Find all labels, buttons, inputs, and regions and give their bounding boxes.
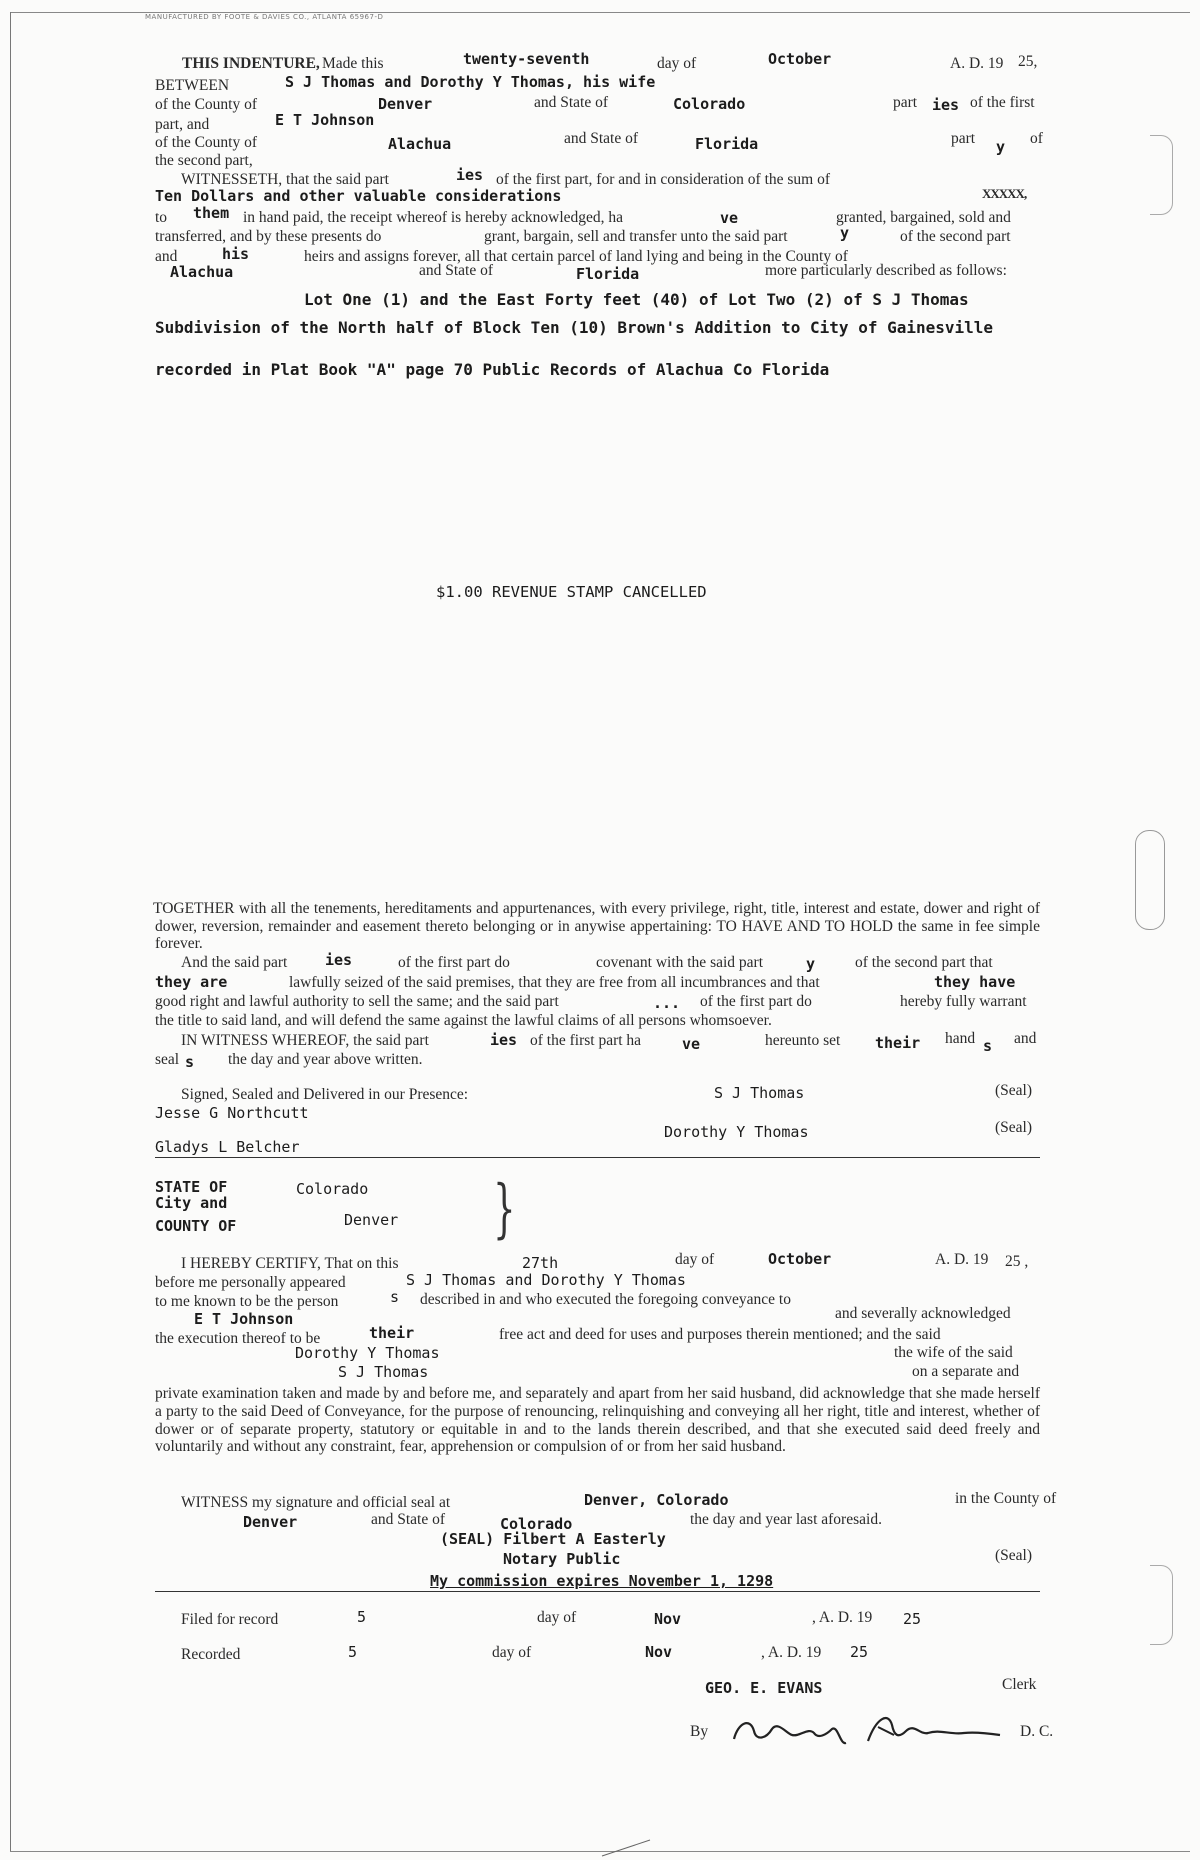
state-label: and State of <box>534 94 609 111</box>
witness-1-name: Jesse G Northcutt <box>155 1104 309 1122</box>
margin-mark <box>600 1838 660 1858</box>
deed-day: twenty-seventh <box>463 50 590 68</box>
hand-s: s <box>983 1037 993 1055</box>
part-label-2: part <box>951 130 976 147</box>
legal-description-line-2: Subdivision of the North half of Block Ten (10) Brown's Addition to City of Gainesville <box>155 318 994 337</box>
dc-label: D. C. <box>1020 1723 1054 1740</box>
filed-label: Filed for record <box>181 1611 279 1628</box>
binder-ring-middle <box>1135 830 1165 930</box>
notary-title: Notary Public <box>503 1550 621 1568</box>
by-label: By <box>690 1723 709 1740</box>
day-year-text: the day and year above written. <box>228 1051 423 1068</box>
between-label: BETWEEN <box>155 77 230 94</box>
in-witness-text-2: of the first part ha <box>530 1032 642 1049</box>
second-part-text: of the second part <box>900 228 1011 245</box>
covenant-text-4: of the second part that <box>855 954 993 971</box>
legal-description-line-3: recorded in Plat Book "A" page 70 Public Records of Alachua Co Florida <box>155 360 830 379</box>
day-year-last-text: the day and year last aforesaid. <box>690 1511 882 1528</box>
free-act-text: free act and deed for uses and purposes therein mentioned; and the said <box>499 1326 941 1343</box>
husband-name: S J Thomas <box>338 1363 429 1381</box>
signed-sealed-label: Signed, Sealed and Delivered in our Presence: <box>181 1086 469 1103</box>
transfer-suffix: y <box>840 224 850 242</box>
state-label-2: and State of <box>564 130 639 147</box>
deed-month: October <box>768 50 832 68</box>
good-right-text: good right and lawful authority to sell the same; and the said part <box>155 993 559 1010</box>
covenant-suffix-2: y <box>806 955 816 973</box>
struck-text: XXXXX, <box>982 186 1027 201</box>
receipt-text: in hand paid, the receipt whereof is hereby acknowledged, ha <box>243 209 624 226</box>
of-label: of <box>1030 130 1043 147</box>
recorded-label: Recorded <box>181 1646 241 1663</box>
separate-text: on a separate and <box>912 1363 1020 1380</box>
them-text: them <box>193 204 230 222</box>
and-text-2: and <box>1014 1030 1037 1047</box>
in-witness-have: ve <box>682 1035 701 1053</box>
execution-text: the execution thereof to be <box>155 1330 321 1347</box>
ack-county: Denver <box>344 1211 399 1229</box>
grantee: E T Johnson <box>275 111 375 129</box>
ack-ad-label: A. D. 19 <box>935 1251 989 1268</box>
good-right-text-2: of the first part do <box>700 993 812 1010</box>
day-of-label: day of <box>657 55 697 72</box>
first-part-label: of the first <box>970 94 1035 111</box>
recorded-day-of-label: day of <box>492 1644 532 1661</box>
recorded-month: Nov <box>645 1643 673 1661</box>
hereunto-text: hereunto set <box>765 1032 841 1049</box>
seal-text: seal <box>155 1051 180 1068</box>
recorded-ad-label: , A. D. 19 <box>761 1644 822 1661</box>
revenue-stamp-note: $1.00 REVENUE STAMP CANCELLED <box>436 583 707 601</box>
notary-seal-label: (Seal) <box>995 1547 1033 1564</box>
county-of-label: COUNTY OF <box>155 1217 237 1235</box>
grantor-county: Denver <box>378 95 433 113</box>
covenant-text-2: of the first part do <box>398 954 510 971</box>
second-part-label: the second part, <box>155 152 253 169</box>
known-text-2: described in and who executed the foregoing conveyance to <box>420 1291 791 1308</box>
county-label-2: of the County of <box>155 134 258 151</box>
recorded-year: 25 <box>850 1643 869 1661</box>
transferred-text: transferred, and by these presents do <box>155 228 382 245</box>
known-s: s <box>390 1288 400 1306</box>
seal-label-2: (Seal) <box>995 1119 1033 1136</box>
lawfully-text: lawfully seized of the said premises, that they are free from all incumbrances and that <box>289 974 820 991</box>
notary-state: Colorado <box>500 1515 573 1533</box>
notary-place: Denver, Colorado <box>584 1491 729 1509</box>
ack-year: 25 , <box>1005 1253 1029 1270</box>
filed-day-of-label: day of <box>537 1609 577 1626</box>
covenant-text-1: And the said part <box>181 954 288 971</box>
ack-day: 27th <box>522 1254 559 1272</box>
severally-text: and severally acknowledged <box>835 1305 1011 1322</box>
ack-grantee: E T Johnson <box>194 1310 294 1328</box>
deputy-clerk-signature <box>728 1705 1008 1751</box>
hand-text: hand <box>945 1030 976 1047</box>
ack-state: Colorado <box>296 1180 369 1198</box>
section-divider-1 <box>155 1157 1040 1158</box>
signer-2-name: Dorothy Y Thomas <box>664 1123 809 1141</box>
in-witness-text: IN WITNESS WHEREOF, the said part <box>181 1032 429 1049</box>
grantors: S J Thomas and Dorothy Y Thomas, his wife <box>285 73 656 91</box>
title-defend-text: the title to said land, and will defend the same against the lawful claims of all persons whomsoever. <box>155 1012 772 1029</box>
seal-s: s <box>185 1053 195 1071</box>
filed-month: Nov <box>654 1610 682 1628</box>
wife-name: Dorothy Y Thomas <box>295 1344 440 1362</box>
venue-brace: } <box>493 1172 516 1246</box>
their-text: their <box>875 1034 921 1052</box>
covenant-text-3: covenant with the said part <box>596 954 764 971</box>
consideration: Ten Dollars and other valuable considerations <box>155 187 562 205</box>
seal-label-1: (Seal) <box>995 1082 1033 1099</box>
they-have-text: they have <box>934 973 1016 991</box>
transferred-text-2: grant, bargain, sell and transfer unto the said part <box>484 228 788 245</box>
have-suffix: ve <box>720 209 739 227</box>
part-suffix: ies <box>932 96 960 114</box>
together-clause: TOGETHER with all the tenements, hereditaments and appurtenances, with every privilege, right, title, interest and estate, dower and right of dower, reversion, remainder and easement thereto belonging or in anywise appertaining: TO HAVE AND TO HOLD the same in fee simple forever. <box>153 900 1040 952</box>
in-county-of-text: in the County of <box>955 1490 1057 1507</box>
part-and-label: part, and <box>155 116 210 133</box>
part-suffix-2: y <box>996 138 1006 156</box>
good-right-suffix: ... <box>653 994 681 1012</box>
and-label: and <box>155 248 178 265</box>
witnesseth-text-2: of the first part, for and in consideration of the sum of <box>496 171 831 188</box>
known-text-1: to me known to be the person <box>155 1293 339 1310</box>
deed-year: 25, <box>1018 53 1038 70</box>
grantee-county: Alachua <box>388 135 452 153</box>
warrant-text: hereby fully warrant <box>900 993 1027 1010</box>
covenant-suffix: ies <box>325 951 353 969</box>
grantee-state: Florida <box>695 135 759 153</box>
hereby-certify-text: I HEREBY CERTIFY, That on this <box>181 1255 399 1272</box>
county-label: of the County of <box>155 96 258 113</box>
more-particularly-text: more particularly described as follows: <box>765 262 1007 279</box>
ack-their: their <box>369 1324 415 1342</box>
filed-ad-label: , A. D. 19 <box>812 1609 873 1626</box>
his-text: his <box>222 245 250 263</box>
filed-year: 25 <box>903 1610 922 1628</box>
in-witness-suffix: ies <box>490 1031 518 1049</box>
state-of-label: STATE OF <box>155 1178 228 1196</box>
appeared-persons: S J Thomas and Dorothy Y Thomas <box>406 1271 686 1289</box>
city-and-label: City and <box>155 1194 228 1212</box>
manufacturer-line: MANUFACTURED BY FOOTE & DAVIES CO., ATLANTA 65967-D <box>145 13 384 21</box>
wife-of-text: the wife of the said <box>894 1344 1013 1361</box>
witnesseth-text: WITNESSETH, that the said part <box>181 171 389 188</box>
land-county: Alachua <box>170 263 234 281</box>
filed-day: 5 <box>357 1608 367 1626</box>
binder-ring-top <box>1150 135 1173 215</box>
notary-name: (SEAL) Filbert A Easterly <box>440 1530 666 1548</box>
signer-1-name: S J Thomas <box>714 1084 805 1102</box>
to-label: to <box>155 209 168 226</box>
granted-list: granted, bargained, sold and <box>836 209 1011 226</box>
private-examination-text: private examination taken and made by and before me, and separately and apart from her said husband, did acknowledge that she made herself a party to the said Deed of Conveyance, for the purpose of renouncing, relinquishing and conveying all her right, title and interest, whether of dower or of separate property, statutory or equitable in and to the lands therein described, and that she executed said deed freely and voluntarily and without any constraint, fear, apprehension or compulsion of or from her said husband. <box>155 1385 1040 1456</box>
section-divider-2 <box>155 1591 1040 1592</box>
indenture-heading: THIS INDENTURE, <box>182 55 320 72</box>
they-are-text: they are <box>155 973 228 991</box>
recorded-day: 5 <box>348 1643 358 1661</box>
land-state: Florida <box>576 265 640 283</box>
witnesseth-suffix: ies <box>456 166 484 184</box>
commission-expiry: My commission expires November 1, 1298 <box>430 1572 774 1590</box>
ad-label: A. D. 19 <box>950 55 1004 72</box>
and-state-of-text: and State of <box>371 1511 446 1528</box>
notary-county: Denver <box>243 1513 298 1531</box>
clerk-name: GEO. E. EVANS <box>705 1679 823 1697</box>
ack-day-of-label: day of <box>675 1251 715 1268</box>
grantor-state: Colorado <box>673 95 746 113</box>
heirs-assigns-text: heirs and assigns forever, all that certain parcel of land lying and being in the County of <box>304 248 848 265</box>
ack-month: October <box>768 1250 832 1268</box>
binder-ring-bottom <box>1150 1565 1173 1645</box>
clerk-label: Clerk <box>1002 1676 1037 1693</box>
before-me-text: before me personally appeared <box>155 1274 346 1291</box>
page-border-left <box>10 12 11 1852</box>
part-label: part <box>893 94 918 111</box>
made-this-label: Made this <box>322 55 384 72</box>
witness-signature-text: WITNESS my signature and official seal at <box>181 1494 451 1511</box>
legal-description-line-1: Lot One (1) and the East Forty feet (40) of Lot Two (2) of S J Thomas <box>304 290 969 309</box>
witness-2-name: Gladys L Belcher <box>155 1138 300 1156</box>
state-label-3: and State of <box>419 262 494 279</box>
